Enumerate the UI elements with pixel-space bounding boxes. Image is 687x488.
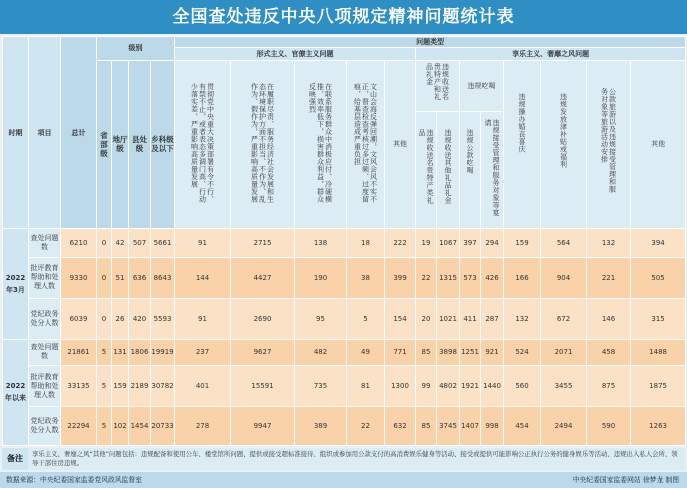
value-cell: 81	[347, 366, 385, 407]
value-cell: 20733	[151, 407, 175, 446]
value-cell: 420	[129, 298, 151, 339]
value-cell: 401	[175, 366, 231, 407]
value-cell: 18	[347, 229, 385, 258]
level-county: 县处级	[129, 60, 151, 229]
value-cell: 1300	[385, 366, 416, 407]
value-cell: 399	[385, 257, 416, 298]
value-cell: 672	[541, 298, 587, 339]
hedonism-col-7: 公款旅游以及违规接受管理和服务对象等旅游活动安排	[587, 60, 631, 229]
value-cell: 0	[97, 257, 112, 298]
value-cell: 190	[295, 257, 347, 298]
formalism-col-other: 其他	[385, 60, 416, 229]
formalism-col-4: 文山会海反弹回潮，文风会风不实不正，督查检查考核过多过频、过度留痕，给基层造成严重负担	[347, 60, 385, 229]
period-cell: 2022年以来	[3, 339, 29, 445]
value-cell: 507	[129, 229, 151, 258]
value-cell: 1488	[631, 339, 686, 366]
value-cell: 1875	[631, 366, 686, 407]
value-cell: 3455	[541, 366, 587, 407]
value-cell: 0	[97, 229, 112, 258]
value-cell: 0	[97, 298, 112, 339]
value-cell: 20	[416, 298, 437, 339]
footer	[0, 472, 687, 488]
value-cell: 411	[460, 298, 481, 339]
value-cell: 4802	[437, 366, 460, 407]
value-cell: 8643	[151, 257, 175, 298]
formalism-col-3: 在联系服务群众中消极应付、冷硬横推、效率低下，损害群众利益，群众反映强烈	[295, 60, 347, 229]
hedonism-group-gifts: 违规收送名贵特产和礼品礼金	[416, 60, 460, 111]
value-cell: 1921	[460, 366, 481, 407]
value-cell: 1315	[437, 257, 460, 298]
value-cell: 3745	[437, 407, 460, 446]
value-cell: 564	[541, 229, 587, 258]
value-cell: 1263	[631, 407, 686, 446]
value-cell: 1251	[460, 339, 481, 366]
value-cell: 91	[175, 229, 231, 258]
value-cell: 85	[416, 339, 437, 366]
table-row	[3, 366, 686, 407]
value-cell: 26	[112, 298, 129, 339]
note-label: 备注	[2, 448, 28, 470]
item-cell: 党纪政务处分人数	[29, 298, 61, 339]
value-cell: 6210	[61, 229, 97, 258]
value-cell: 222	[385, 229, 416, 258]
value-cell: 2071	[541, 339, 587, 366]
value-cell: 144	[175, 257, 231, 298]
value-cell: 287	[481, 298, 504, 339]
item-cell: 党纪政务处分人数	[29, 407, 61, 446]
value-cell: 132	[504, 298, 541, 339]
value-cell: 38	[347, 257, 385, 298]
value-cell: 22	[416, 257, 437, 298]
level-prefecture: 地厅级	[112, 60, 129, 229]
value-cell: 505	[631, 257, 686, 298]
value-cell: 632	[385, 407, 416, 446]
value-cell: 590	[587, 407, 631, 446]
value-cell: 2690	[231, 298, 295, 339]
value-cell: 771	[385, 339, 416, 366]
value-cell: 278	[175, 407, 231, 446]
value-cell: 397	[460, 229, 481, 258]
table-row	[3, 257, 686, 298]
value-cell: 394	[631, 229, 686, 258]
value-cell: 146	[587, 298, 631, 339]
value-cell: 9947	[231, 407, 295, 446]
value-cell: 2715	[231, 229, 295, 258]
header-level: 级别	[97, 37, 175, 61]
hedonism-col-3: 违规公款吃喝	[460, 111, 481, 229]
value-cell: 1067	[437, 229, 460, 258]
hedonism-col-2: 违规收送其他礼品礼金	[437, 111, 460, 229]
value-cell: 9330	[61, 257, 97, 298]
value-cell: 573	[460, 257, 481, 298]
header-formalism: 形式主义、官僚主义问题	[175, 48, 416, 60]
header-problem-type: 问题类型	[175, 37, 686, 48]
value-cell: 389	[295, 407, 347, 446]
page-title: 全国查处违反中央八项规定精神问题统计表	[0, 0, 687, 34]
value-cell: 19	[416, 229, 437, 258]
value-cell: 99	[416, 366, 437, 407]
level-township: 乡科级及以下	[151, 60, 175, 229]
value-cell: 2494	[541, 407, 587, 446]
period-cell: 2022年3月	[3, 229, 29, 339]
value-cell: 49	[347, 339, 385, 366]
value-cell: 921	[481, 339, 504, 366]
value-cell: 904	[541, 257, 587, 298]
value-cell: 5	[347, 298, 385, 339]
value-cell: 19919	[151, 339, 175, 366]
item-cell: 查处问题数	[29, 339, 61, 366]
data-source: 数据来源：中央纪委国家监委党风政风监督室	[6, 476, 142, 484]
value-cell: 2189	[129, 366, 151, 407]
value-cell: 21861	[61, 339, 97, 366]
value-cell: 3898	[437, 339, 460, 366]
hedonism-col-5: 违规操办婚丧喜庆	[504, 60, 541, 229]
value-cell: 131	[112, 339, 129, 366]
hedonism-col-6: 违规发放津补贴或福利	[541, 60, 587, 229]
value-cell: 5593	[151, 298, 175, 339]
value-cell: 132	[587, 229, 631, 258]
value-cell: 875	[587, 366, 631, 407]
header-period: 时期	[3, 37, 29, 229]
value-cell: 1806	[129, 339, 151, 366]
value-cell: 4427	[231, 257, 295, 298]
header-item: 项目	[29, 37, 61, 229]
credit: 中央纪委国家监委网站 徐梦龙 制图	[572, 476, 679, 484]
value-cell: 636	[129, 257, 151, 298]
table-row	[3, 229, 686, 258]
value-cell: 735	[295, 366, 347, 407]
value-cell: 159	[504, 229, 541, 258]
value-cell: 221	[587, 257, 631, 298]
value-cell: 315	[631, 298, 686, 339]
value-cell: 1440	[481, 366, 504, 407]
value-cell: 95	[295, 298, 347, 339]
value-cell: 22	[347, 407, 385, 446]
value-cell: 482	[295, 339, 347, 366]
value-cell: 85	[416, 407, 437, 446]
hedonism-group-dining: 违规吃喝	[460, 60, 504, 111]
note-row	[2, 448, 685, 470]
value-cell: 426	[481, 257, 504, 298]
value-cell: 15591	[231, 366, 295, 407]
value-cell: 42	[112, 229, 129, 258]
value-cell: 102	[112, 407, 129, 446]
note-text: 享乐主义、奢靡之风“其他”问题包括：违规配备和使用公车、楼堂馆所问题、提供或接受超标准接待、组织或参加用公款支付的高消费娱乐健身等活动、接受或提供可能影响公正执行公务的健身娱乐等活动、违规出入私人会所、领导干部住房违规。	[32, 450, 678, 467]
value-cell: 91	[175, 298, 231, 339]
header-hedonism: 享乐主义、奢靡之风问题	[416, 48, 686, 60]
value-cell: 159	[112, 366, 129, 407]
value-cell: 998	[481, 407, 504, 446]
value-cell: 1021	[437, 298, 460, 339]
item-cell: 批评教育帮助和处理人数	[29, 366, 61, 407]
formalism-col-1: 贯彻党中央重大决策部署有令不行、有禁不止，或者表态多调门高、行动少落实差，严重影响高质量发展	[175, 60, 231, 229]
value-cell: 154	[385, 298, 416, 339]
statistics-table	[2, 36, 686, 446]
value-cell: 22294	[61, 407, 97, 446]
value-cell: 454	[504, 407, 541, 446]
value-cell: 138	[295, 229, 347, 258]
value-cell: 9627	[231, 339, 295, 366]
level-provincial: 省部级	[97, 60, 112, 229]
value-cell: 560	[504, 366, 541, 407]
formalism-col-2: 在履职尽责、服务经济社会发展和生态环境保护方面不担当、不作为、乱作为、假作为，严重影响高质量发展	[231, 60, 295, 229]
table-row	[3, 298, 686, 339]
hedonism-col-other: 其他	[631, 60, 686, 229]
value-cell: 5	[97, 339, 112, 366]
value-cell: 524	[504, 339, 541, 366]
value-cell: 458	[587, 339, 631, 366]
value-cell: 30782	[151, 366, 175, 407]
value-cell: 5	[97, 407, 112, 446]
value-cell: 51	[112, 257, 129, 298]
value-cell: 5	[97, 366, 112, 407]
value-cell: 6039	[61, 298, 97, 339]
value-cell: 166	[504, 257, 541, 298]
value-cell: 237	[175, 339, 231, 366]
item-cell: 批评教育帮助和处理人数	[29, 257, 61, 298]
table-row	[3, 339, 686, 366]
hedonism-col-4: 违规接受管理和服务对象等宴请	[481, 111, 504, 229]
table-row	[3, 407, 686, 446]
value-cell: 5661	[151, 229, 175, 258]
header-total: 总计	[61, 37, 97, 229]
value-cell: 294	[481, 229, 504, 258]
item-cell: 查处问题数	[29, 229, 61, 258]
value-cell: 1454	[129, 407, 151, 446]
value-cell: 1407	[460, 407, 481, 446]
hedonism-col-1: 违规收送名贵特产类礼品	[416, 111, 437, 229]
value-cell: 33135	[61, 366, 97, 407]
